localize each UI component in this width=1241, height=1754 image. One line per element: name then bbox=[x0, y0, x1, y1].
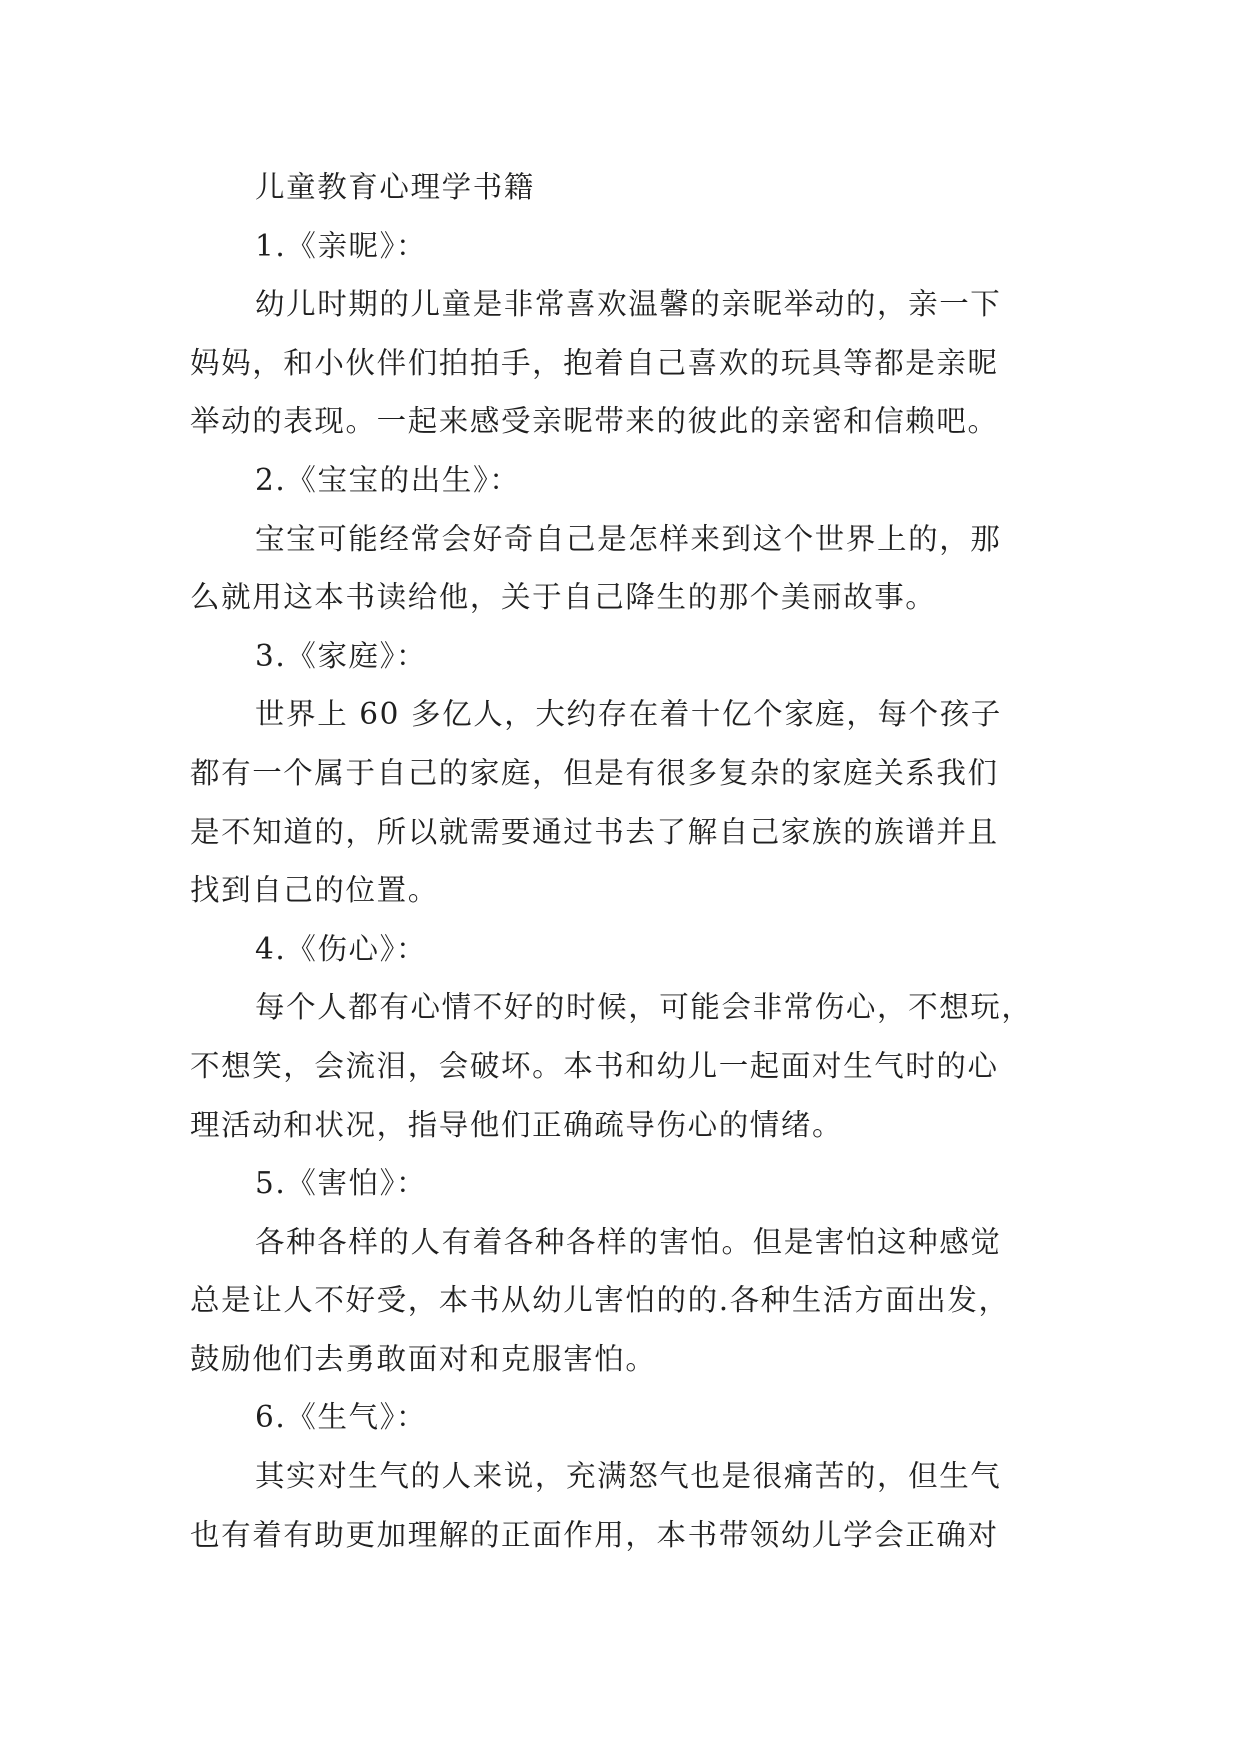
paragraph-line: 幼儿时期的儿童是非常喜欢温馨的亲昵举动的，亲一下 bbox=[255, 287, 1002, 322]
section-heading-3: 3.《家庭》： bbox=[255, 638, 428, 673]
paragraph-line: 不想笑，会流泪，会破坏。本书和幼儿一起面对生气时的心 bbox=[190, 1048, 999, 1083]
section-heading-4: 4.《伤心》： bbox=[255, 931, 428, 966]
paragraph-line: 找到自己的位置。 bbox=[190, 873, 439, 908]
paragraph-line: 鼓励他们去勇敢面对和克服害怕。 bbox=[190, 1341, 657, 1376]
paragraph-line: 其实对生气的人来说，充满怒气也是很痛苦的，但生气 bbox=[255, 1459, 1002, 1494]
paragraph-line: 理活动和状况，指导他们正确疏导伤心的情绪。 bbox=[190, 1107, 844, 1142]
paragraph-line: 么就用这本书读给他，关于自己降生的那个美丽故事。 bbox=[190, 580, 937, 615]
section-heading-1: 1.《亲昵》： bbox=[255, 228, 428, 263]
paragraph-line: 每个人都有心情不好的时候，可能会非常伤心，不想玩， bbox=[255, 990, 1033, 1025]
paragraph-line: 都有一个属于自己的家庭，但是有很多复杂的家庭关系我们 bbox=[190, 755, 999, 790]
section-heading-2: 2.《宝宝的出生》： bbox=[255, 462, 521, 497]
paragraph-line: 也有着有助更加理解的正面作用，本书带领幼儿学会正确对 bbox=[190, 1517, 999, 1552]
paragraph-line: 举动的表现。一起来感受亲昵带来的彼此的亲密和信赖吧。 bbox=[190, 404, 999, 439]
paragraph-line: 世界上 60 多亿人，大约存在着十亿个家庭，每个孩子 bbox=[255, 697, 1002, 732]
paragraph-line: 总是让人不好受，本书从幼儿害怕的的.各种生活方面出发， bbox=[190, 1283, 1010, 1318]
document-body bbox=[190, 158, 1070, 1564]
section-heading-5: 5.《害怕》： bbox=[255, 1166, 428, 1201]
section-heading-6: 6.《生气》： bbox=[255, 1400, 428, 1435]
paragraph-line: 是不知道的，所以就需要通过书去了解自己家族的族谱并且 bbox=[190, 814, 999, 849]
paragraph-line: 妈妈，和小伙伴们拍拍手，抱着自己喜欢的玩具等都是亲昵 bbox=[190, 345, 999, 380]
paragraph-line: 各种各样的人有着各种各样的害怕。但是害怕这种感觉 bbox=[255, 1224, 1002, 1259]
document-title: 儿童教育心理学书籍 bbox=[255, 170, 535, 204]
paragraph-line: 宝宝可能经常会好奇自己是怎样来到这个世界上的，那 bbox=[255, 521, 1002, 556]
